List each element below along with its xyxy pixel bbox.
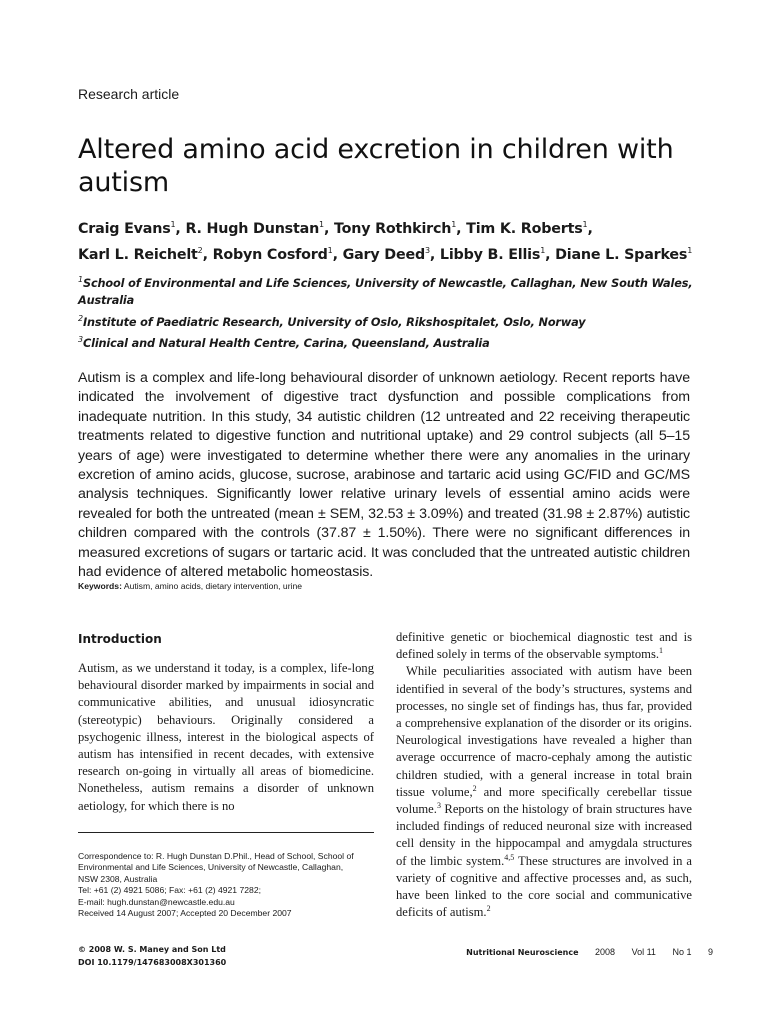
page-number: 9 [707,947,713,957]
author-name: Craig Evans [78,220,171,237]
author-affiliation-mark: 1 [540,245,546,255]
footer-journal-info [466,947,713,957]
affiliation-number: 1 [78,275,83,284]
article-title: Altered amino acid excretion in children with autism [78,134,674,198]
author-affiliation-mark: 1 [451,220,457,229]
author-affiliation-mark: 1 [327,245,333,255]
correspondence-note [78,851,378,919]
author-line-1: Craig Evans$^1$, R. Hugh Dunstan$^1$, Tony Rothkirch$^1$, Tim K. Roberts$^1$, [78,220,593,237]
citation-ref: 2 [472,783,477,793]
right-column [396,629,692,921]
citation-ref: 3 [436,800,441,810]
paragraph-text: Reports on the histology of brain structures have included findings of reduced neuronal size with increased cell density in the hippocampal and amygdala structures of the limbic system. [396,802,692,868]
keywords-text: Autism, amino acids, dietary intervention, urine [123,581,303,591]
author-affiliation-mark: 2 [197,245,203,255]
keywords-label: Keywords: [78,581,122,591]
copyright-notice: © 2008 W. S. Maney and Son Ltd [78,945,226,954]
author-name: Tim K. Roberts [466,220,583,237]
author-line-2: Karl L. Reichelt$^2$, Robyn Cosford$^1$, Gary Deed$^3$, Libby B. Ellis$^1$, Diane L. Sparkes$^1$ [78,245,693,263]
author-affiliation-mark: 1 [687,245,693,255]
affiliation-text: School of Environmental and Life Sciences, University of Newcastle, Callaghan, New South Wales, Australia [78,276,693,308]
affiliation-number: 3 [78,335,83,345]
author-name: Karl L. Reichelt [78,246,198,263]
paragraph-text: and more specifically cerebellar tissue volume. [396,784,692,817]
article-type-label: Research article [78,86,180,102]
abstract-text: Autism is a complex and life-long behavioural disorder of unknown aetiology. Recent reports have indicated the involvement of digestive tract dysfunction and possible complications from inadequate nutrition. In this study, 34 autistic children (12 untreated and 22 receiving therapeutic treatments related to digestive function and nutritional uptake) and 29 control subjects (all 5–15 years of age) were investigated to determine whether there were any anomalies in the urinary excretion of amino acids, glucose, sucrose, arabinose and tartaric acid using GC/FID and GC/MS analysis techniques. Significantly lower relative urinary levels of essential amino acids were revealed for both the untreated (mean ± SEM, 32.53 ± 3.09%) and treated (31.98 ± 2.87%) autistic children compared with the controls (37.87 ± 1.50%). There were no significant differences in measured excretions of sugars or tartaric acid. It was concluded that the untreated autistic children had evidence of altered metabolic homeostasis. [78,370,690,581]
correspondence-line: Environmental and Life Sciences, University of Newcastle, Callaghan, [78,862,344,873]
affiliation-text: Clinical and Natural Health Centre, Carina, Queensland, Australia [82,336,490,350]
correspondence-email: E-mail: hugh.dunstan@newcastle.edu.au [78,896,235,907]
author-name: Libby B. Ellis [439,246,541,263]
paragraph-text: While peculiarities associated with autism have been identified in several of the body’s structures, systems and processes, no single set of findings has, thus far, provided a comprehensive explanation of the disorder or its origins. Neurological investigations have revealed a higher than average occurrence of macro-cephaly among the autistic children studied, with a general increase in total brain tissue volume, [396,664,692,799]
journal-volume: Vol 11 [631,947,656,957]
paragraph-text: These structures are involved in a variety of cognitive and affective processes and, as such, have been linked to the core social and communicative deficits of autism. [396,853,692,920]
affiliation-item [78,310,708,331]
doi-text: DOI 10.1179/147683008X301360 [78,957,227,967]
journal-year: 2008 [595,947,616,957]
correspondence-line: NSW 2308, Australia [78,873,158,884]
right-paragraph-2 [396,663,692,921]
left-column [78,660,374,815]
citation-ref: 4,5 [504,852,515,862]
received-accepted-dates: Received 14 August 2007; Accepted 20 December 2007 [78,908,292,919]
author-name: R. Hugh Dunstan [185,220,320,237]
journal-issue: No 1 [672,947,692,957]
author-list [78,214,718,266]
author-affiliation-mark: 1 [582,220,588,229]
section-heading-introduction: Introduction [78,632,162,646]
footer-publisher-info [78,944,226,969]
footnote-divider [78,832,374,833]
author-affiliation-mark: 3 [425,245,430,255]
paragraph-text: definitive genetic or biochemical diagnostic test and is defined solely in terms of the observable symptoms. [396,630,692,662]
author-name: Robyn Cosford [212,246,328,263]
correspondence-line: Correspondence to: R. Hugh Dunstan D.Phil., Head of School, School of [78,851,354,861]
right-paragraph-1 [396,629,692,663]
affiliation-number: 2 [78,313,83,323]
author-affiliation-mark: 1 [319,220,324,229]
author-affiliation-mark: 1 [170,220,176,229]
affiliation-item [78,271,708,310]
affiliation-item [78,331,708,352]
correspondence-line: Tel: +61 (2) 4921 5086; Fax: +61 (2) 4921 7282; [78,885,261,896]
affiliation-list [78,271,708,352]
intro-paragraph-1: Autism, as we understand it today, is a complex, life-long behavioural disorder marked by impairments in social and communicative abilities, and unusual idiosyncratic (stereotypic) behaviours. Originally considered a psychogenic illness, interest in the biological aspects of autism has intensified in recent decades, with extensive research on-going in virtually all areas of biomedicine. Nonetheless, autism remains a disorder of unknown aetiology, for which there is no [78,661,374,813]
journal-name: Nutritional Neuroscience [466,948,579,957]
citation-ref: 2 [486,904,491,914]
affiliation-text: Institute of Paediatric Research, University of Oslo, Rikshospitalet, Oslo, Norway [82,315,586,329]
author-name: Gary Deed [342,246,426,263]
author-name: Diane L. Sparkes [555,246,688,263]
author-name: Tony Rothkirch [333,220,452,237]
keywords [78,581,302,591]
citation-ref: 1 [659,646,664,656]
